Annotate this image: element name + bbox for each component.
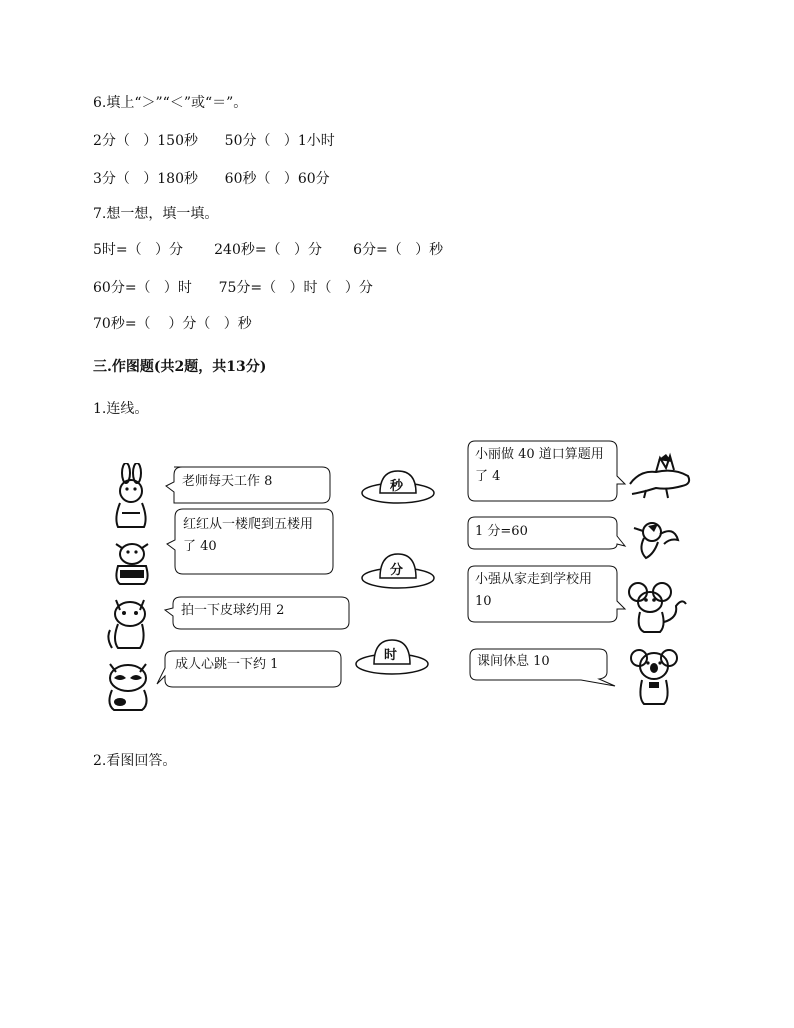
q7-row-2: 60分=（ ）时 75分=（ ）时（ ）分	[93, 280, 373, 296]
right-bubble-2-text: 1 分=60	[475, 524, 528, 539]
koala-icon	[630, 646, 678, 706]
section-heading: 三.作图题(共2题，共13分)	[93, 359, 267, 375]
dragon-icon	[626, 450, 696, 500]
unit-hours-label: 时	[384, 648, 398, 663]
left-bubble-3-text: 拍一下皮球约用 2	[181, 603, 285, 618]
q2-title: 2.看图回答。	[93, 753, 177, 769]
right-bubble-4-text: 课间休息 10	[477, 654, 550, 669]
bird-icon	[630, 514, 680, 562]
mouse-icon	[626, 578, 688, 636]
cat-icon	[104, 594, 156, 652]
raccoon-icon	[100, 656, 158, 712]
q6-row-2: 3分（ ）180秒 60秒（ ）60分	[93, 171, 330, 187]
hat-hours	[354, 636, 430, 676]
unit-seconds-label: 秒	[390, 479, 404, 494]
q7-row-1: 5时=（ ）分 240秒=（ ）分 6分=（ ）秒	[93, 242, 444, 258]
q6-row-1: 2分（ ）150秒 50分（ ）1小时	[93, 133, 335, 149]
q7-row-3: 70秒=（ ）分（ ）秒	[93, 316, 252, 332]
right-bubble-3-text: 小强从家走到学校用 10	[475, 572, 593, 609]
q6-title: 6.填上“＞”“＜”或“＝”。	[93, 95, 248, 111]
right-bubble-1-text: 小丽做 40 道口算题用 了 4	[475, 447, 604, 484]
hat-seconds	[360, 465, 436, 505]
q7-title: 7.想一想，填一填。	[93, 206, 219, 222]
rabbit-icon	[108, 463, 154, 531]
left-bubble-4-text: 成人心跳一下约 1	[175, 657, 279, 672]
unit-minutes-label: 分	[390, 563, 404, 578]
left-bubble-2-text: 红红从一楼爬到五楼用 了 40	[183, 517, 314, 554]
cow-icon	[110, 538, 154, 586]
q1-title: 1.连线。	[93, 401, 149, 417]
left-bubble-1-text: 老师每天工作 8	[182, 474, 273, 489]
hat-minutes	[360, 550, 436, 590]
